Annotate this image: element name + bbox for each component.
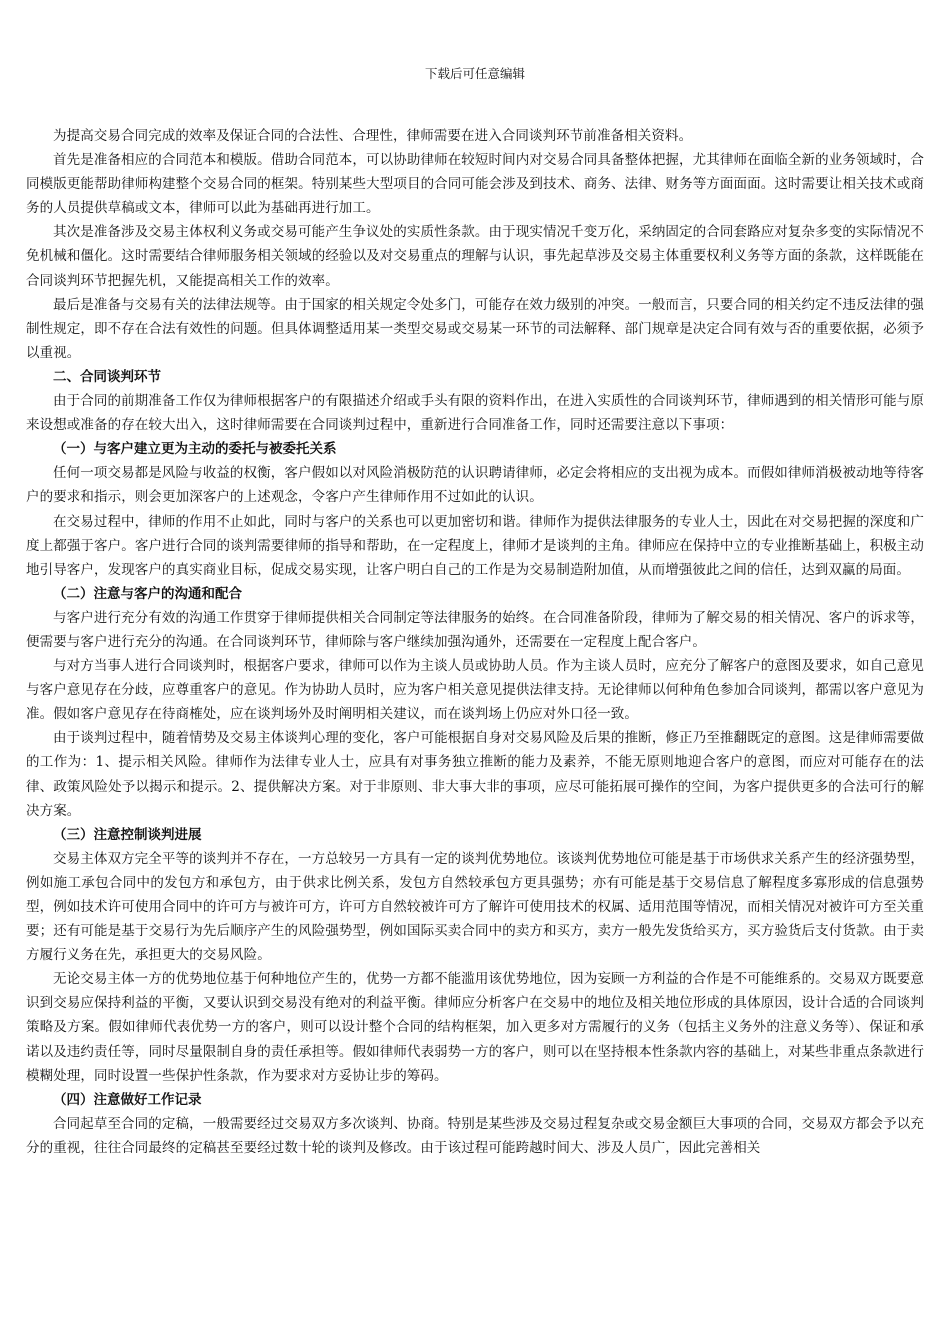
paragraph-laws-regulations: 最后是准备与交易有关的法律法规等。由于国家的相关规定令处多门，可能存在效力级别的冲突。一般而言，只要合同的相关约定不违反法律的强制性规定，即不存在合法有效性的问题。但具体调整适用某一类型交易或交易某一环节的司法解释、部门规章是决定合同有效与否的重要依据，必须予以重视。	[26, 296, 924, 361]
subsection-heading-1: （一）与客户建立更为主动的委托与被委托关系	[53, 441, 337, 458]
subsection-heading-4: （四）注意做好工作记录	[53, 1091, 202, 1108]
paragraph-intent-change: 由于谈判过程中，随着情势及交易主体谈判心理的变化，客户可能根据自身对交易风险及后果的推断，修正乃至推翻既定的意图。这是律师需要做的工作为：1、提示相关风险。律师作为法律专业人士，应具有对事务独立推断的能力及素养，不能无原则地迎合客户的意图，而应对可能存在的法律、政策风险处予以揭示和提示。2、提供解决方案。对于非原则、非大事大非的事项，应尽可能拓展可操作的空间，为客户提供更多的合法可行的解决方案。	[26, 730, 924, 819]
paragraph-substantive-clauses: 其次是准备涉及交易主体权利义务或交易可能产生争议处的实质性条款。由于现实情况千变万化，采纳固定的合同套路应对复杂多变的实际情况不免机械和僵化。这时需要结合律师服务相关领域的经验以及对交易重点的理解与认识，事先起草涉及交易主体重要权利义务等方面的条款，这样既能在合同谈判环节把握先机，又能提高相关工作的效率。	[26, 224, 924, 289]
subsection-heading-2: （二）注意与客户的沟通和配合	[53, 585, 242, 602]
paragraph-bargaining-power: 交易主体双方完全平等的谈判并不存在，一方总较另一方具有一定的谈判优势地位。该谈判优势地位可能是基于市场供求关系产生的经济强势型，例如施工承包合同中的发包方和承包方，由于供求比例关系，发包方自然较承包方更具强势；亦有可能是基于交易信息了解程度多寡形成的信息强势型，例如技术许可使用合同中的许可方与被许可方，许可方自然较被许可方了解许可使用技术的权属、适用范围等情况，而相关情况对被许可方至关重要；还有可能是基于交易行为先后顺序产生的风险强势型，例如国际买卖合同中的卖方和买方，卖方一般先发货给买方，买方验货后支付货款。由于卖方履行义务在先，承担更大的交易风险。	[26, 850, 924, 964]
paragraph-risk-tradeoff: 任何一项交易都是风险与收益的权衡，客户假如以对风险消极防范的认识聘请律师，必定会将相应的支出视为成本。而假如律师消极被动地等待客户的要求和指示，则会更加深客户的上述观念，令客户产生律师作用不过如此的认识。	[26, 465, 924, 506]
subsection-heading-3: （三）注意控制谈判进展	[53, 826, 202, 843]
paragraph-lawyer-role: 在交易过程中，律师的作用不止如此，同时与客户的关系也可以更加密切和谐。律师作为提供法律服务的专业人士，因此在对交易把握的深度和广度上都强于客户。客户进行合同的谈判需要律师的指导和帮助，在一定程度上，律师才是谈判的主角。律师应在保持中立的专业推断基础上，积极主动地引导客户，发现客户的真实商业目标，促成交易实现，让客户明白自己的工作是为交易制造附加值，从而增强彼此之间的信任，达到双赢的局面。	[26, 513, 924, 578]
paragraph-balance: 无论交易主体一方的优势地位基于何种地位产生的，优势一方都不能滥用该优势地位，因为妄顾一方利益的合作是不可能维系的。交易双方既要意识到交易应保持利益的平衡，又要认识到交易没有绝对的利益平衡。律师应分析客户在交易中的地位及相关地位形成的具体原因，设计合适的合同谈判策略及方案。假如律师代表优势一方的客户，则可以设计整个合同的结构框架，加入更多对方需履行的义务（包括主义务外的注意义务等）、保证和承诺以及违约责任等，同时尽量限制自身的责任承担等。假如律师代表弱势一方的客户，则可以在坚持根本性条款内容的基础上，对某些非重点条款进行模糊处理，同时设置一些保护性条款，作为要求对方妥协让步的筹码。	[26, 971, 924, 1084]
paragraph-negotiation-intro: 由于合同的前期准备工作仅为律师根据客户的有限描述介绍或手头有限的资料作出，在进入实质性的合同谈判环节，律师遇到的相关情形可能与原来设想或准备的存在较大出入，这时律师需要在合同谈判过程中，重新进行合同准备工作，同时还需要注意以下事项：	[26, 393, 924, 434]
document-body	[26, 124, 924, 1160]
paragraph-negotiator-role: 与对方当事人进行合同谈判时，根据客户要求，律师可以作为主谈人员或协助人员。作为主谈人员时，应充分了解客户的意图及要求，如自己意见与客户意见存在分歧，应尊重客户的意见。作为协助人员时，应为客户相关意见提供法律支持。无论律师以何种角色参加合同谈判，都需以客户意见为准。假如客户意见存在待商榷处，应在谈判场外及时阐明相关建议，而在谈判场上仍应对外口径一致。	[26, 658, 924, 723]
paragraph-records: 合同起草至合同的定稿，一般需要经过交易双方多次谈判、协商。特别是某些涉及交易过程复杂或交易金额巨大事项的合同，交易双方都会予以充分的重视，往往合同最终的定稿甚至要经过数十轮的谈判及修改。由于该过程可能跨越时间大、涉及人员广，因此完善相关	[26, 1115, 924, 1156]
page-header: 下载后可任意编辑	[424, 66, 525, 81]
section-heading-negotiation: 二、合同谈判环节	[53, 368, 161, 385]
paragraph-communication: 与客户进行充分有效的沟通工作贯穿于律师提供相关合同制定等法律服务的始终。在合同准备阶段，律师为了解交易的相关情况、客户的诉求等，便需要与客户进行充分的沟通。在合同谈判环节，律师除与客户继续加强沟通外，还需要在一定程度上配合客户。	[26, 609, 924, 650]
paragraph-templates: 首先是准备相应的合同范本和模版。借助合同范本，可以协助律师在较短时间内对交易合同具备整体把握，尤其律师在面临全新的业务领域时，合同模版更能帮助律师构建整个交易合同的框架。特别某些大型项目的合同可能会涉及到技术、商务、法律、财务等方面面面。这时需要让相关技术或商务的人员提供草稿或文本，律师可以此为基础再进行加工。	[26, 152, 924, 217]
paragraph-intro: 为提高交易合同完成的效率及保证合同的合法性、合理性，律师需要在进入合同谈判环节前准备相关资料。	[53, 128, 693, 144]
